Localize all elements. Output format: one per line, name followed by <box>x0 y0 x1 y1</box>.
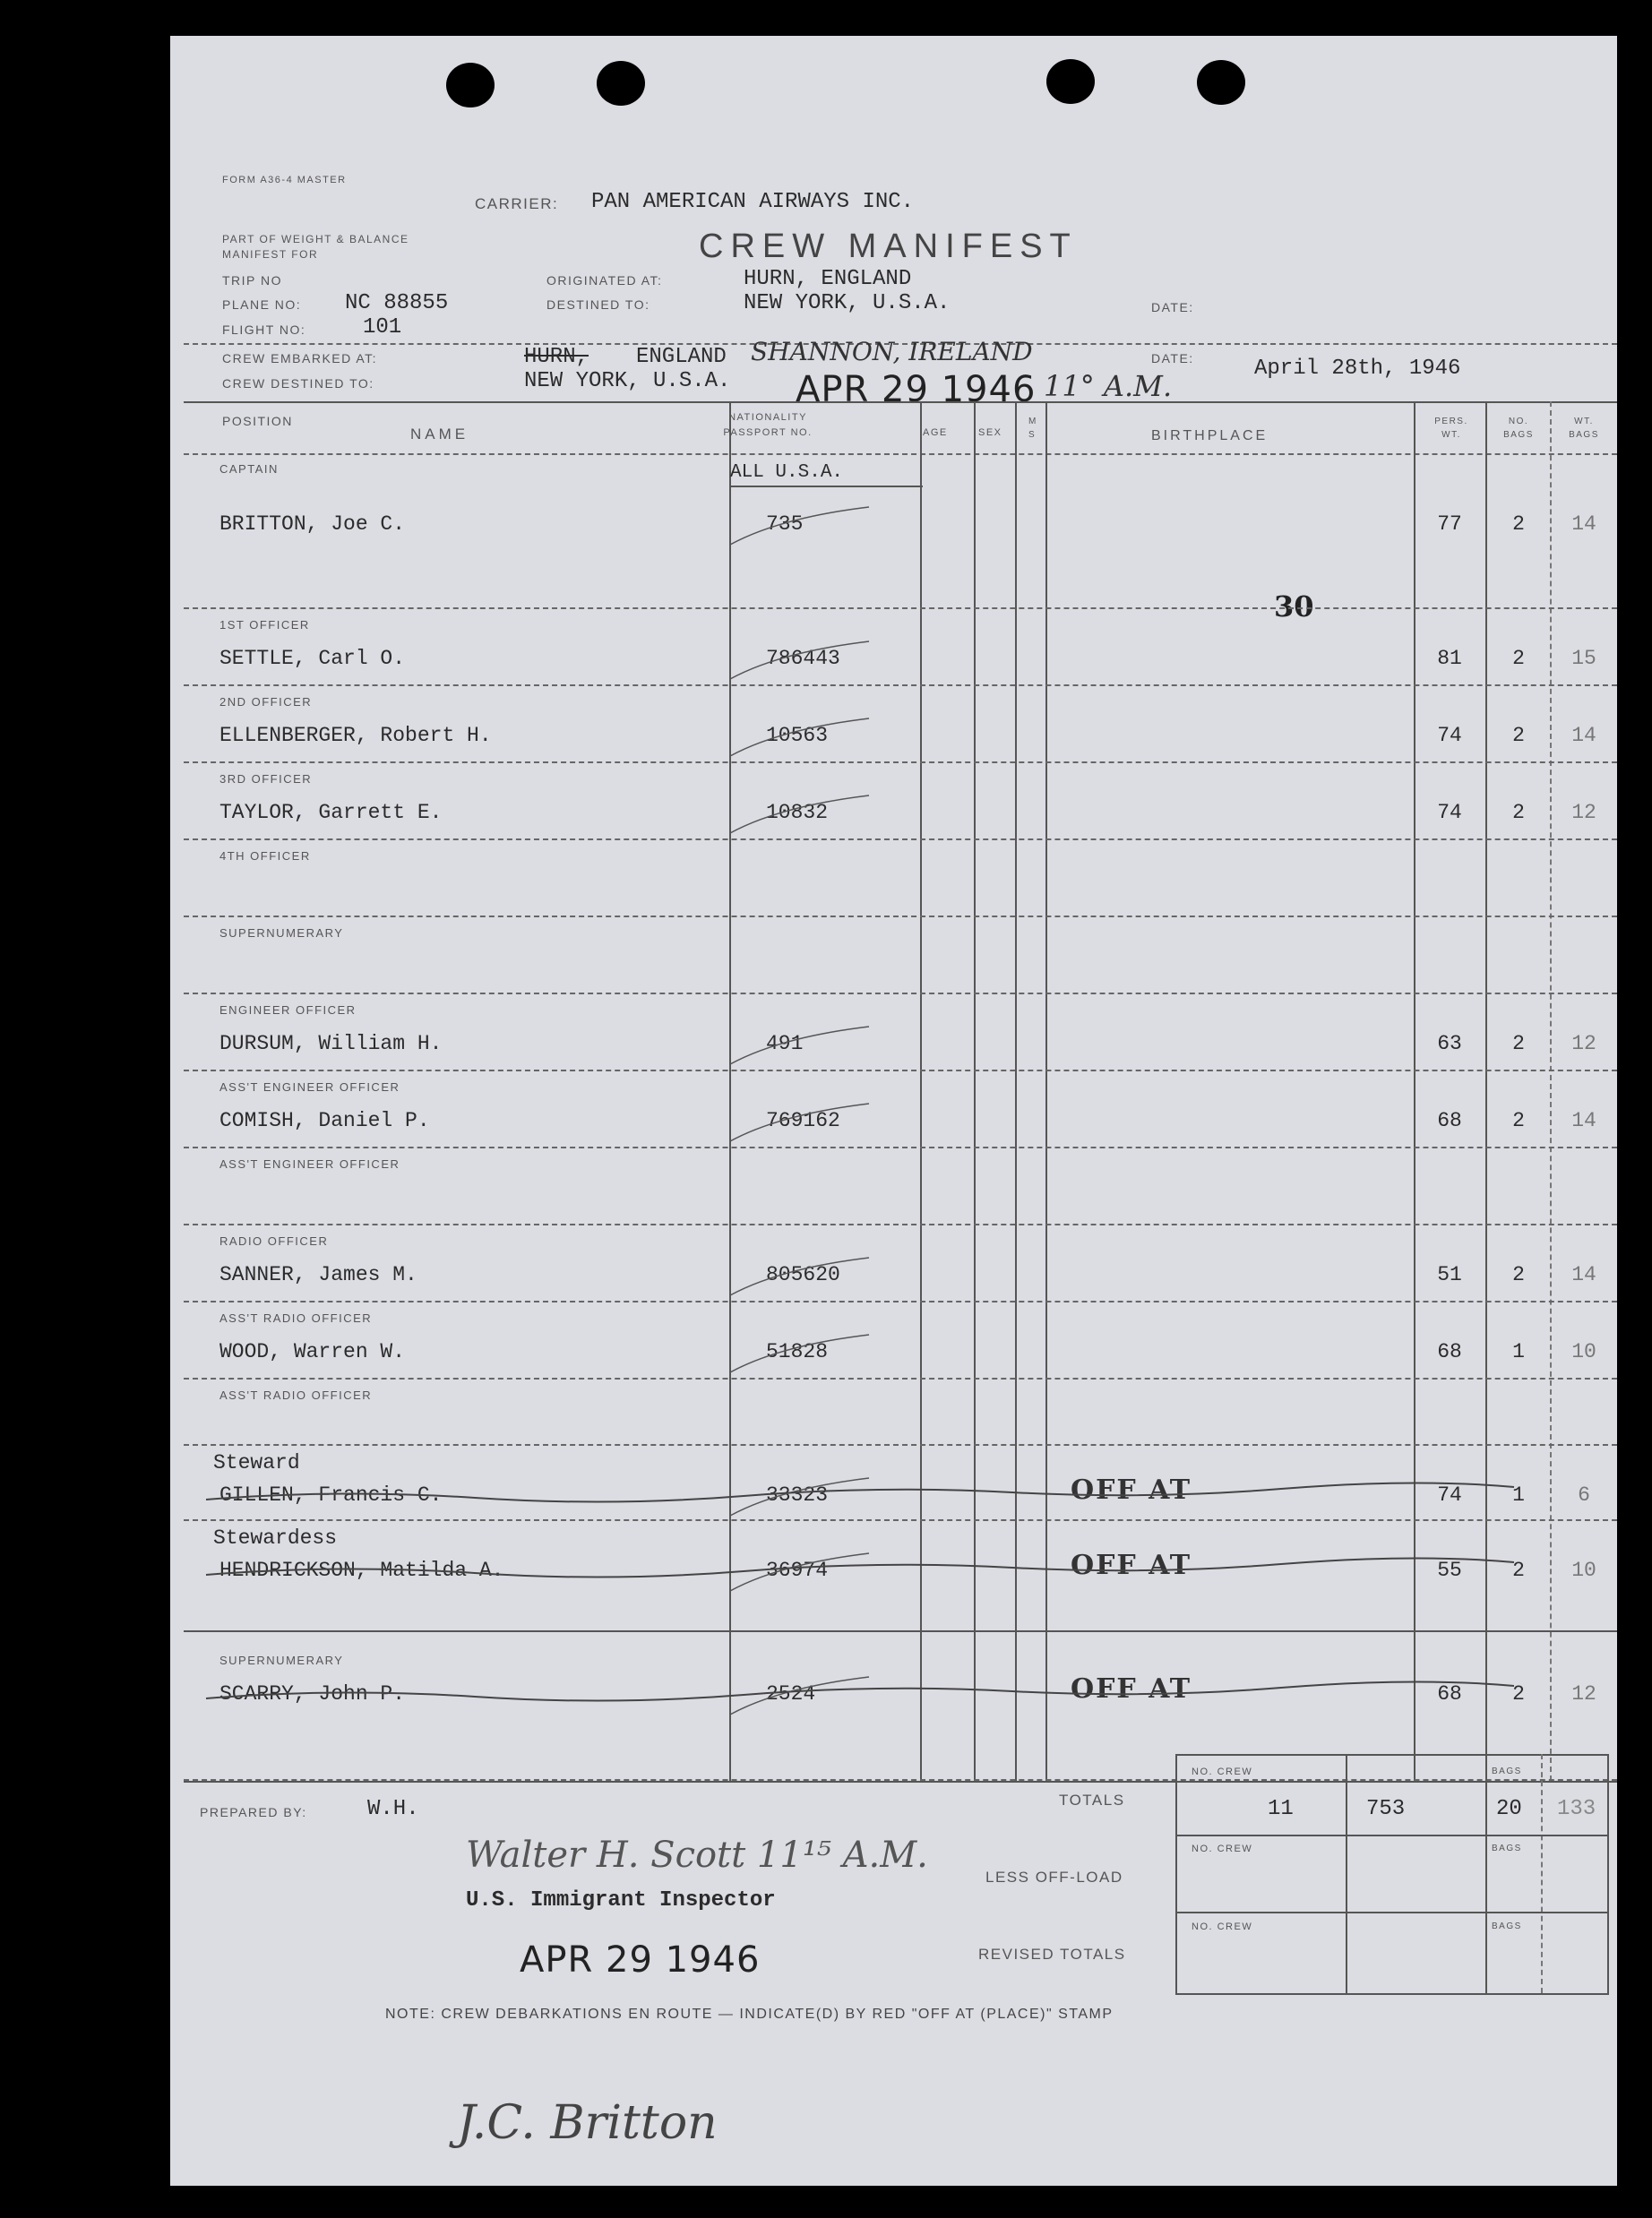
part-of-label: PART OF WEIGHT & BALANCE <box>222 233 409 245</box>
off-at-stamp: OFF AT <box>1071 1673 1192 1705</box>
punch-hole <box>1046 59 1095 104</box>
originated-label: ORIGINATED AT: <box>546 273 663 288</box>
table-top-rule <box>184 401 1617 403</box>
totals-divider <box>1541 1754 1543 1993</box>
row-position: Stewardess <box>213 1526 338 1550</box>
totals-divider <box>1485 1754 1487 1993</box>
col-passport: PASSPORT NO. <box>723 427 813 438</box>
row-pers-weight: 68 <box>1437 1109 1462 1132</box>
row-passport: 36974 <box>766 1559 829 1582</box>
inspector-signature: Walter H. Scott 11¹⁵ A.M. <box>466 1835 928 1876</box>
revised-crew-label: NO. CREW <box>1192 1921 1253 1932</box>
row-position: SUPERNUMERARY <box>219 1654 344 1667</box>
row-bags: 2 <box>1512 801 1525 824</box>
page-title: CREW MANIFEST <box>699 228 1078 265</box>
row-passport: 491 <box>766 1032 804 1055</box>
col-pers-wt-2: WT. <box>1441 430 1461 440</box>
destined-value: NEW YORK, U.S.A. <box>744 291 951 315</box>
row-pers-weight: 77 <box>1437 512 1462 536</box>
footer-note: NOTE: CREW DEBARKATIONS EN ROUTE — INDICATE(D) BY RED "OFF AT (PLACE)" STAMP <box>385 2007 1114 2022</box>
totals-divider <box>1346 1754 1347 1993</box>
strike-through-line <box>206 1679 1550 1715</box>
row-passport: 33323 <box>766 1483 829 1507</box>
prepared-by-value: W.H. <box>367 1797 419 1821</box>
row-name: TAYLOR, Garrett E. <box>219 801 443 824</box>
crew-embarked-label: CREW EMBARKED AT: <box>222 351 378 365</box>
passport-check-mark <box>726 1328 905 1381</box>
offload-bags-label: BAGS <box>1492 1844 1522 1853</box>
totals-row-rule <box>1175 1835 1607 1836</box>
col-name: NAME <box>410 426 469 443</box>
row-bags: 2 <box>1512 512 1525 536</box>
total-bags-label: BAGS <box>1492 1767 1522 1776</box>
strike-through-line <box>206 1555 1550 1591</box>
row-name: WOOD, Warren W. <box>219 1340 406 1363</box>
row-bag-weight: 12 <box>1571 1032 1596 1055</box>
row-bags: 1 <box>1512 1483 1525 1507</box>
manifest-date: April 28th, 1946 <box>1254 357 1461 381</box>
row-pers-weight: 68 <box>1437 1340 1462 1363</box>
col-bags-2: BAGS <box>1503 430 1534 440</box>
row-name: HENDRICKSON, Matilda A. <box>219 1559 504 1582</box>
row-position: 2ND OFFICER <box>219 695 313 709</box>
col-pers-wt-1: PERS. <box>1434 417 1468 426</box>
carrier-value: PAN AMERICAN AIRWAYS INC. <box>591 190 915 214</box>
row-bags: 1 <box>1512 1340 1525 1363</box>
destined-label: DESTINED TO: <box>546 297 650 312</box>
row-divider <box>184 993 1617 994</box>
row-position: SUPERNUMERARY <box>219 926 344 940</box>
col-wt-bags-2: BAGS <box>1569 430 1599 440</box>
row-bag-weight: 6 <box>1578 1483 1590 1507</box>
date-label: DATE: <box>1151 300 1194 314</box>
col-birthplace: BIRTHPLACE <box>1151 428 1269 443</box>
row-name: SANNER, James M. <box>219 1263 417 1286</box>
row-bags: 2 <box>1512 1109 1525 1132</box>
row-position: 4TH OFFICER <box>219 849 311 863</box>
total-crew-label: NO. CREW <box>1192 1767 1253 1777</box>
row-bags: 2 <box>1512 1263 1525 1286</box>
revised-totals-label: REVISED TOTALS <box>978 1946 1126 1963</box>
plane-no-label: PLANE NO: <box>222 297 302 312</box>
row-pers-weight: 51 <box>1437 1263 1462 1286</box>
row-position: ASS'T RADIO OFFICER <box>219 1311 373 1325</box>
less-offload-label: LESS OFF-LOAD <box>985 1869 1123 1886</box>
row-passport: 805620 <box>766 1263 840 1286</box>
row-bag-weight: 14 <box>1571 512 1596 536</box>
punch-hole <box>597 61 645 106</box>
row-pers-weight: 63 <box>1437 1032 1462 1055</box>
date-label-2: DATE: <box>1151 351 1194 365</box>
row-passport: 2524 <box>766 1682 816 1706</box>
manifest-for-label: MANIFEST FOR <box>222 248 319 261</box>
col-sex: SEX <box>978 427 1002 438</box>
row-divider <box>184 838 1617 840</box>
off-at-stamp: OFF AT <box>1071 1550 1192 1581</box>
row-divider <box>184 684 1617 686</box>
passport-check-mark <box>726 1251 905 1304</box>
col-marital-2: S <box>1028 430 1037 440</box>
row-divider <box>184 1630 1617 1632</box>
row-divider <box>184 1070 1617 1071</box>
revised-bags-label: BAGS <box>1492 1921 1522 1931</box>
row-passport: 10563 <box>766 724 829 747</box>
arrival-time-handwritten: 11° A.M. <box>1044 369 1173 403</box>
nationality-all: ALL U.S.A. <box>730 462 844 483</box>
bottom-signature: J.C. Britton <box>457 2096 718 2150</box>
row-bag-weight: 14 <box>1571 1109 1596 1132</box>
row-passport: 769162 <box>766 1109 840 1132</box>
passport-check-mark <box>726 500 905 554</box>
col-bags-1: NO. <box>1508 417 1529 426</box>
originated-value: HURN, ENGLAND <box>744 267 912 291</box>
passport-check-mark <box>726 711 905 765</box>
row-divider <box>184 1147 1617 1148</box>
plane-no-value: NC 88855 <box>345 291 449 315</box>
row-bags: 2 <box>1512 724 1525 747</box>
col-wt-bags-1: WT. <box>1574 417 1594 426</box>
row-bag-weight: 12 <box>1571 1682 1596 1706</box>
carrier-label: CARRIER: <box>475 195 559 212</box>
row-divider <box>184 916 1617 917</box>
row-passport: 51828 <box>766 1340 829 1363</box>
row-position: 3RD OFFICER <box>219 772 313 786</box>
row-name: SCARRY, John P. <box>219 1682 406 1706</box>
col-marital-1: M <box>1028 417 1037 426</box>
row-passport: 786443 <box>766 647 840 670</box>
total-bag-weight: 133 <box>1557 1797 1596 1821</box>
arrival-date-stamp: APR 29 1946 <box>796 369 1037 410</box>
passport-check-mark <box>726 634 905 688</box>
row-divider <box>184 1444 1617 1446</box>
crew-embarked-struck: HURN, <box>524 345 589 369</box>
header-rule <box>184 453 1617 455</box>
offload-crew-label: NO. CREW <box>1192 1844 1253 1854</box>
col-nationality: NATIONALITY <box>728 412 807 423</box>
row-pers-weight: 74 <box>1437 801 1462 824</box>
row-bags: 2 <box>1512 1032 1525 1055</box>
totals-box <box>1175 1754 1609 1995</box>
totals-label: TOTALS <box>1059 1792 1125 1809</box>
row-divider <box>184 761 1617 763</box>
form-number: FORM A36-4 MASTER <box>222 175 347 185</box>
crew-embarked-handwritten: SHANNON, IRELAND <box>751 337 1033 366</box>
row-name: DURSUM, William H. <box>219 1032 443 1055</box>
row-bag-weight: 10 <box>1571 1340 1596 1363</box>
crew-embarked-typed: ENGLAND <box>636 345 727 369</box>
row-position: ASS'T RADIO OFFICER <box>219 1388 373 1402</box>
inspector-title: U.S. Immigrant Inspector <box>466 1888 776 1913</box>
mark-30: 30 <box>1274 589 1314 623</box>
row-position: RADIO OFFICER <box>219 1234 329 1248</box>
row-pers-weight: 74 <box>1437 1483 1462 1507</box>
row-divider <box>184 607 1617 609</box>
row-pers-weight: 55 <box>1437 1559 1462 1582</box>
row-bag-weight: 15 <box>1571 647 1596 670</box>
row-position: Steward <box>213 1451 300 1474</box>
row-bag-weight: 14 <box>1571 724 1596 747</box>
row-bag-weight: 12 <box>1571 801 1596 824</box>
row-bag-weight: 10 <box>1571 1559 1596 1582</box>
row-divider <box>184 1519 1617 1521</box>
flight-no-label: FLIGHT NO: <box>222 322 306 337</box>
row-position: CAPTAIN <box>219 462 279 476</box>
nationality-underline <box>730 486 923 487</box>
trip-no-label: TRIP NO <box>222 273 283 288</box>
row-name: GILLEN, Francis C. <box>219 1483 443 1507</box>
row-divider <box>184 1301 1617 1302</box>
row-pers-weight: 74 <box>1437 724 1462 747</box>
col-position: POSITION <box>222 414 293 428</box>
row-bags: 2 <box>1512 647 1525 670</box>
inspector-date-stamp: APR 29 1946 <box>520 1939 761 1981</box>
prepared-by-label: PREPARED BY: <box>200 1805 307 1819</box>
off-at-stamp: OFF AT <box>1071 1474 1192 1506</box>
row-divider <box>184 1378 1617 1380</box>
row-name: BRITTON, Joe C. <box>219 512 406 536</box>
row-passport: 735 <box>766 512 804 536</box>
col-age: AGE <box>923 427 948 438</box>
punch-hole <box>1197 60 1245 105</box>
passport-check-mark <box>726 1019 905 1073</box>
row-pers-weight: 81 <box>1437 647 1462 670</box>
crew-destined-value: NEW YORK, U.S.A. <box>524 369 731 393</box>
row-bags: 2 <box>1512 1682 1525 1706</box>
passport-check-mark <box>726 788 905 842</box>
row-position: ASS'T ENGINEER OFFICER <box>219 1080 400 1094</box>
row-name: COMISH, Daniel P. <box>219 1109 430 1132</box>
row-pers-weight: 68 <box>1437 1682 1462 1706</box>
row-passport: 10832 <box>766 801 829 824</box>
row-divider <box>184 1224 1617 1225</box>
total-bags: 20 <box>1496 1797 1522 1821</box>
manifest-sheet <box>170 36 1617 2186</box>
crew-destined-label: CREW DESTINED TO: <box>222 376 374 391</box>
total-weight: 753 <box>1366 1797 1406 1821</box>
row-bag-weight: 14 <box>1571 1263 1596 1286</box>
row-position: 1ST OFFICER <box>219 618 310 632</box>
passport-check-mark <box>726 1096 905 1150</box>
row-position: ENGINEER OFFICER <box>219 1003 357 1017</box>
punch-hole <box>446 63 495 107</box>
strike-through-line <box>206 1480 1550 1516</box>
row-name: ELLENBERGER, Robert H. <box>219 724 492 747</box>
row-position: ASS'T ENGINEER OFFICER <box>219 1157 400 1171</box>
total-crew: 11 <box>1268 1797 1294 1821</box>
row-bags: 2 <box>1512 1559 1525 1582</box>
row-name: SETTLE, Carl O. <box>219 647 406 670</box>
totals-row-rule <box>1175 1912 1607 1913</box>
flight-no-value: 101 <box>363 315 402 340</box>
